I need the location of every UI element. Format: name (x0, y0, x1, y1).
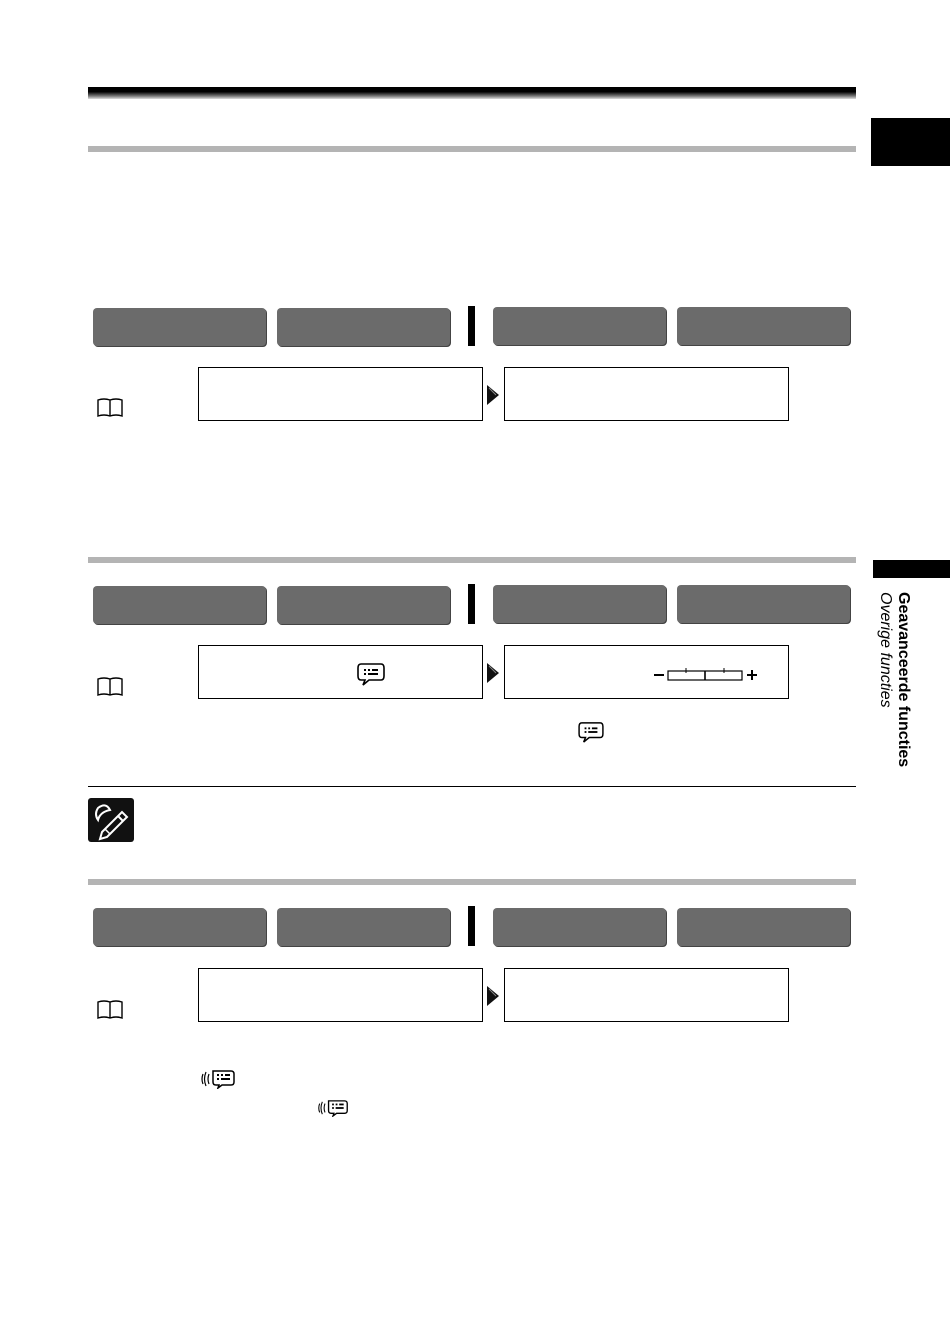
mode-button-4 (677, 307, 850, 345)
mode-button-4 (677, 585, 850, 623)
speech-bubble-icon (357, 662, 385, 686)
header-rule (88, 87, 856, 99)
menu-box-left-2 (198, 645, 483, 699)
chapter-side-label (872, 592, 912, 802)
vibration-icon (317, 1099, 349, 1117)
mode-button-4 (677, 908, 850, 946)
mode-button-2 (277, 308, 450, 346)
menu-box-right-3 (504, 968, 789, 1022)
section-rule-2 (88, 557, 856, 563)
book-icon (97, 1000, 123, 1020)
chapter-tab-marker (871, 118, 950, 166)
section-tab-marker (873, 560, 950, 578)
menu-box-left-1 (198, 367, 483, 421)
level-scale-icon (653, 665, 759, 685)
mode-button-3 (493, 908, 666, 946)
mode-button-1 (93, 586, 266, 624)
mode-divider (468, 584, 475, 624)
menu-arrow-icon (486, 985, 500, 1007)
mode-button-2 (277, 586, 450, 624)
mode-divider (468, 906, 475, 946)
speech-bubble-icon (578, 721, 604, 743)
section-rule-3 (88, 879, 856, 885)
book-icon (97, 398, 123, 418)
menu-arrow-icon (486, 662, 500, 684)
mode-button-3 (493, 585, 666, 623)
vibration-icon (200, 1069, 236, 1089)
chapter-subtitle: Overige functies (877, 592, 894, 708)
section-rule-1 (88, 146, 856, 152)
note-pencil-icon (88, 798, 134, 842)
mode-divider (468, 306, 475, 346)
note-divider (88, 786, 856, 787)
menu-box-right-1 (504, 367, 789, 421)
menu-arrow-icon (486, 384, 500, 406)
mode-button-2 (277, 908, 450, 946)
chapter-title: Geavanceerde functies (895, 592, 912, 768)
book-icon (97, 677, 123, 697)
mode-button-3 (493, 307, 666, 345)
menu-box-left-3 (198, 968, 483, 1022)
mode-button-1 (93, 908, 266, 946)
mode-button-1 (93, 308, 266, 346)
